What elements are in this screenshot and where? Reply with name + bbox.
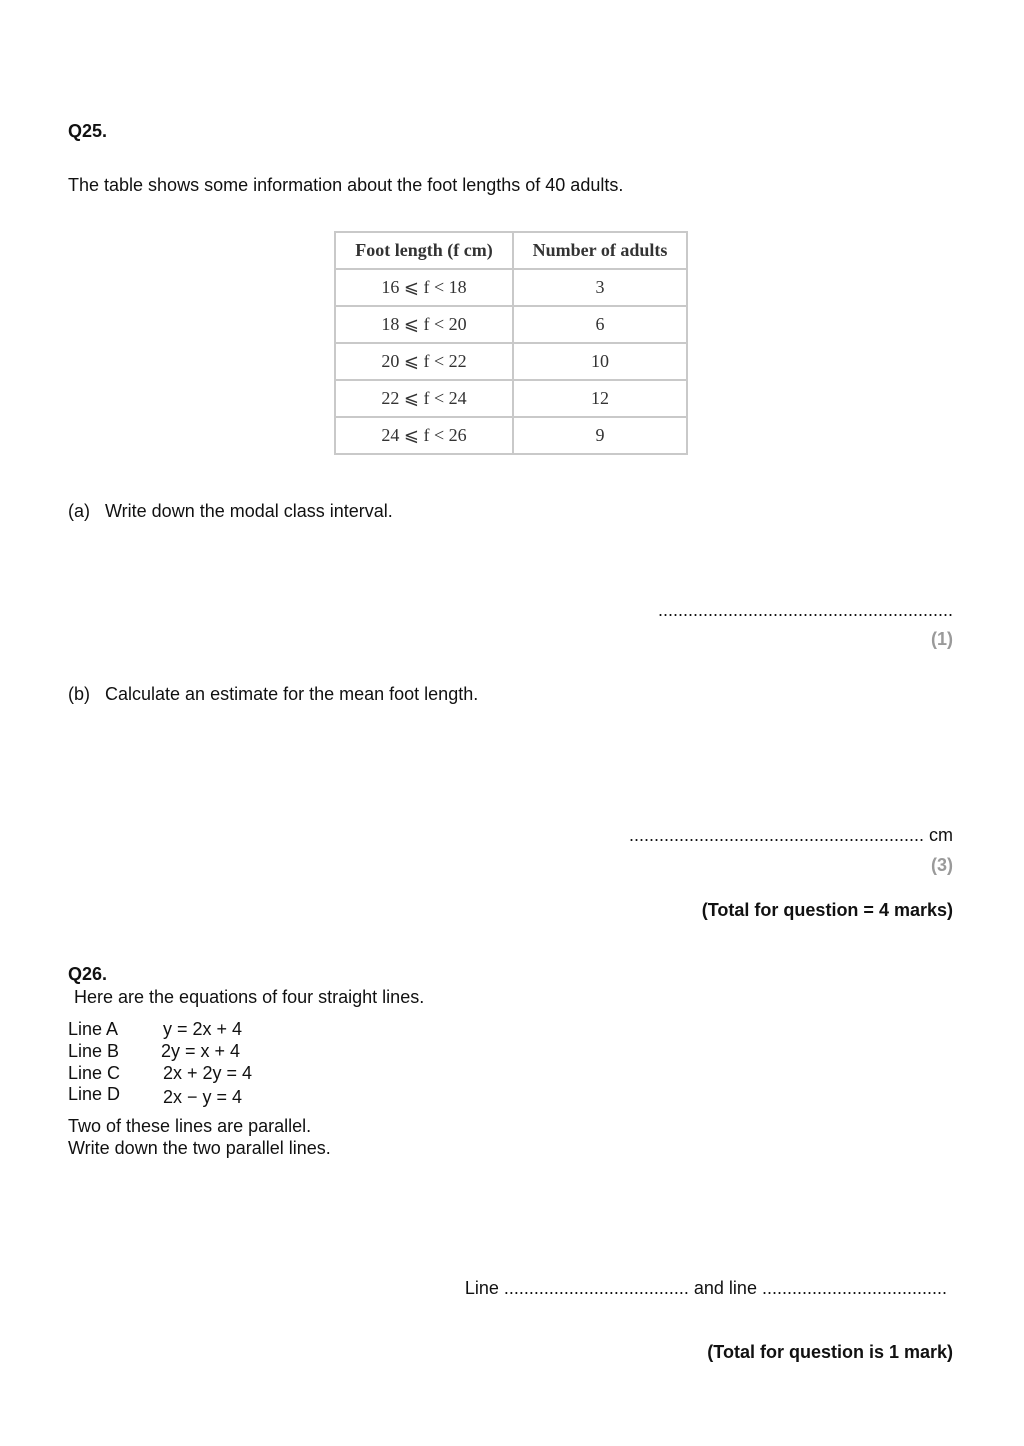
line-d-name: Line D xyxy=(68,1084,121,1104)
q25-intro: The table shows some information about the foot lengths of 40 adults. xyxy=(68,175,624,195)
interval-cell: 22 ⩽ f < 24 xyxy=(335,380,513,417)
interval-cell: 20 ⩽ f < 22 xyxy=(335,343,513,380)
table-row xyxy=(335,269,687,306)
line-c-name: Line C xyxy=(68,1063,121,1083)
line-b-equation: 2y = x + 4 xyxy=(161,1041,241,1061)
part-a-marks: (1) xyxy=(931,629,953,649)
table-row xyxy=(335,343,687,380)
line-a-name: Line A xyxy=(68,1019,119,1039)
q26-total: (Total for question is 1 mark) xyxy=(707,1342,953,1362)
header-number-of-adults: Number of adults xyxy=(513,232,687,269)
interval-cell: 16 ⩽ f < 18 xyxy=(335,269,513,306)
part-a-text: Write down the modal class interval. xyxy=(105,501,393,521)
part-b-text: Calculate an estimate for the mean foot length. xyxy=(105,684,479,704)
count-cell: 3 xyxy=(513,269,687,306)
part-b-answer-line[interactable]: ........................................................... cm xyxy=(628,825,953,845)
table-row xyxy=(335,306,687,343)
line-c-equation: 2x + 2y = 4 xyxy=(163,1063,253,1083)
line-b-name: Line B xyxy=(68,1041,120,1061)
q26-answer-line[interactable]: Line ..................................... and line ..................................... xyxy=(464,1278,947,1298)
count-cell: 10 xyxy=(513,343,687,380)
part-a-label: (a) xyxy=(68,501,90,521)
line-d-equation: 2x − y = 4 xyxy=(163,1087,243,1107)
interval-cell: 18 ⩽ f < 20 xyxy=(335,306,513,343)
q25-total: (Total for question = 4 marks) xyxy=(701,900,953,920)
interval-cell: 24 ⩽ f < 26 xyxy=(335,417,513,454)
count-cell: 9 xyxy=(513,417,687,454)
header-foot-length: Foot length (f cm) xyxy=(335,232,513,269)
table-row xyxy=(335,417,687,454)
q26-intro: Here are the equations of four straight lines. xyxy=(74,987,425,1007)
count-cell: 6 xyxy=(513,306,687,343)
foot-length-table xyxy=(334,231,688,455)
table-row xyxy=(335,380,687,417)
line-a-equation: y = 2x + 4 xyxy=(163,1019,243,1039)
table-header-row xyxy=(335,232,687,269)
part-a-answer-line[interactable]: ........................................................... xyxy=(657,600,953,620)
part-b-marks: (3) xyxy=(931,855,953,875)
q26-instruction-2: Write down the two parallel lines. xyxy=(68,1138,331,1158)
part-b-label: (b) xyxy=(68,684,90,704)
q26-instruction-1: Two of these lines are parallel. xyxy=(68,1116,312,1136)
q25-heading: Q25. xyxy=(68,121,108,141)
q26-heading: Q26. xyxy=(68,964,108,984)
count-cell: 12 xyxy=(513,380,687,417)
